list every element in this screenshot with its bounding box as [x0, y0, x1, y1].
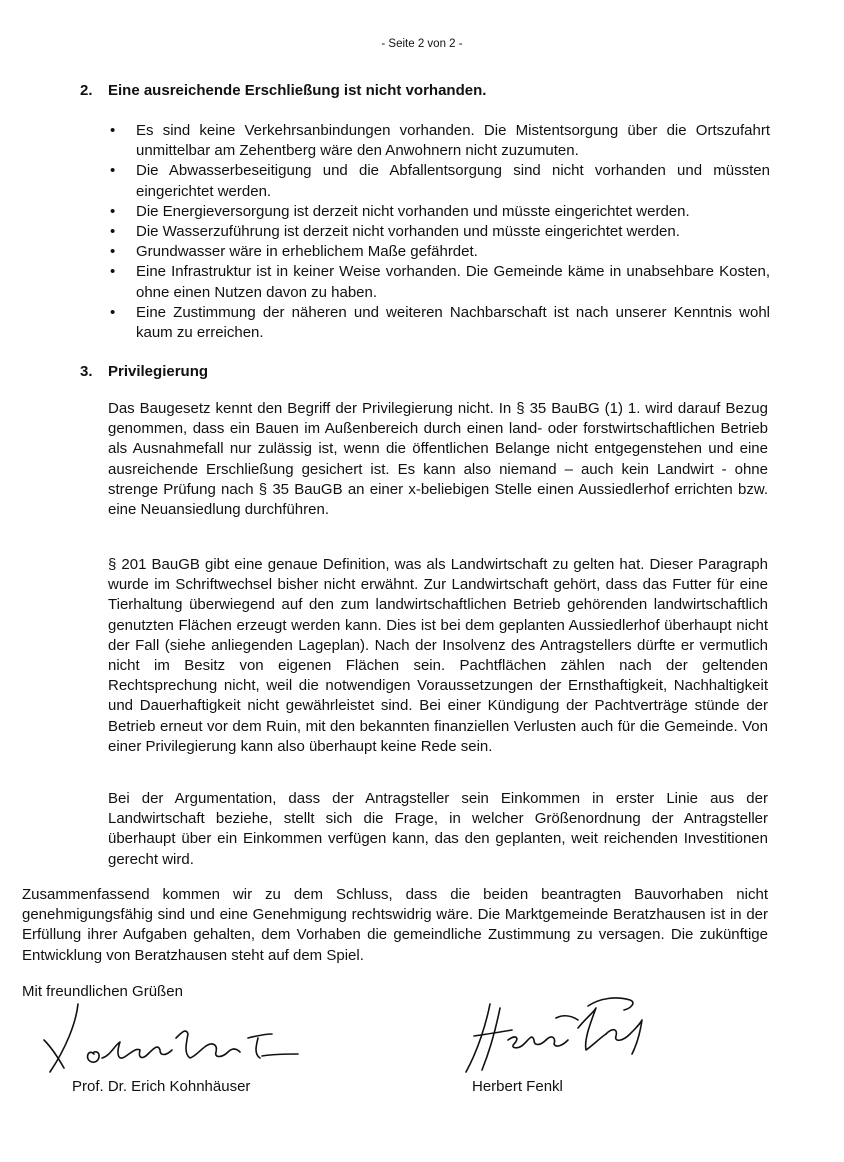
list-item: • Die Abwasserbeseitigung und die Abfallentsorgung sind nicht vorhanden und müssten eingerichtet werden. — [108, 161, 770, 201]
section-2-heading — [80, 82, 486, 99]
list-item: • Grundwasser wäre in erheblichem Maße gefährdet. — [108, 242, 770, 262]
section-2-title: Eine ausreichende Erschließung ist nicht vorhanden. — [108, 82, 487, 99]
list-item: • Eine Infrastruktur ist in keiner Weise vorhanden. Die Gemeinde käme in unabsehbare Kosten, ohne einen Nutzen davon zu haben. — [108, 262, 770, 302]
list-item: • Es sind keine Verkehrsanbindungen vorhanden. Die Mistentsorgung über die Ortszufahrt unmittelbar am Zehentberg wäre den Anwohnern nicht zuzumuten. — [108, 121, 770, 161]
closing-greeting: Mit freundlichen Grüßen — [22, 983, 183, 1000]
handwritten-signature-icon — [36, 998, 316, 1078]
privilege-paragraph-1: Das Baugesetz kennt den Begriff der Privilegierung nicht. In § 35 BauBG (1) 1. wird darauf Bezug genommen, dass ein Bauen im Außenbereich durch einen land- oder forstwirtschaftlichen Betrieb als Ausnahmefall nur zulässig ist, wenn die öffentlichen Belange nicht entgegenstehen und eine ausreichende Erschließung gesichert ist. Es kann also niemand – auch kein Landwirt - ohne strenge Prüfung nach § 35 BauGB an einer x-beliebigen Stelle einen Aussiedlerhof errichten bzw. eine Neuansiedlung durchführen. — [108, 400, 768, 519]
signatory-name-1: Prof. Dr. Erich Kohnhäuser — [72, 1078, 251, 1095]
section-3-heading — [80, 363, 208, 380]
page-header: - Seite 2 von 2 - — [381, 38, 463, 50]
privilege-paragraph-3: Bei der Argumentation, dass der Antragsteller sein Einkommen in erster Linie aus der Landwirtschaft beziehe, stellt sich die Frage, in welcher Größenordnung der Antragsteller überhaupt über ein Einkommen verfügen kann, das den geplanten, weit reichenden Investitionen gerecht wird. — [108, 790, 768, 868]
handwritten-signature-icon — [460, 994, 660, 1076]
list-item: • Die Wasserzuführung ist derzeit nicht vorhanden und müsste eingerichtet werden. — [108, 222, 770, 242]
section-3-title: Privilegierung — [108, 363, 209, 380]
signatory-name-2: Herbert Fenkl — [472, 1078, 563, 1095]
section-3-number: 3. — [80, 363, 93, 380]
summary-paragraph: Zusammenfassend kommen wir zu dem Schluss, dass die beiden beantragten Bauvorhaben nicht genehmigungsfähig sind und eine Genehmigung rechtswidrig wäre. Die Marktgemeinde Beratzhausen ist in der Erfüllung ihrer Aufgaben gehalten, dem Vorhaben die gemeindliche Zustimmung zu versagen. Die zukünftige Entwicklung von Beratzhausen steht auf dem Spiel. — [22, 886, 768, 964]
list-item: • Die Energieversorgung ist derzeit nicht vorhanden und müsste eingerichtet werden. — [108, 202, 770, 222]
access-issues-list — [108, 121, 770, 343]
section-2-number: 2. — [80, 82, 93, 99]
privilege-paragraph-2: § 201 BauGB gibt eine genaue Definition, was als Landwirtschaft zu gelten hat. Dieser Paragraph wurde im Schriftwechsel bisher nicht erwähnt. Zur Landwirtschaft gehört, dass das Futter für eine Tierhaltung überwiegend auf den zum landwirtschaftlichen Betrieb gehörenden landwirtschaftlich genutzten Flächen erzeugt werden kann. Dies ist bei dem geplanten Aussiedlerhof überhaupt nicht der Fall (siehe anliegenden Lageplan). Nach der Insolvenz des Antragstellers dürfte er vermutlich nicht im Besitz von eigenen Flächen sein. Pachtflächen zählen nach der geltenden Rechtsprechung nicht, weil die notwendigen Voraussetzungen der Ernsthaftigkeit, Nachhaltigkeit und Dauerhaftigkeit nicht gewährleistet sind. Bei einer Kündigung der Pachtverträge stünde der Betrieb erneut vor dem Ruin, mit den bekannten finanziellen Verlusten auch für die Gemeinde. Von einer Privilegierung kann also überhaupt keine Rede sein. — [108, 556, 768, 755]
list-item: • Eine Zustimmung der näheren und weiteren Nachbarschaft ist nach unserer Kenntnis wohl kaum zu erreichen. — [108, 303, 770, 343]
